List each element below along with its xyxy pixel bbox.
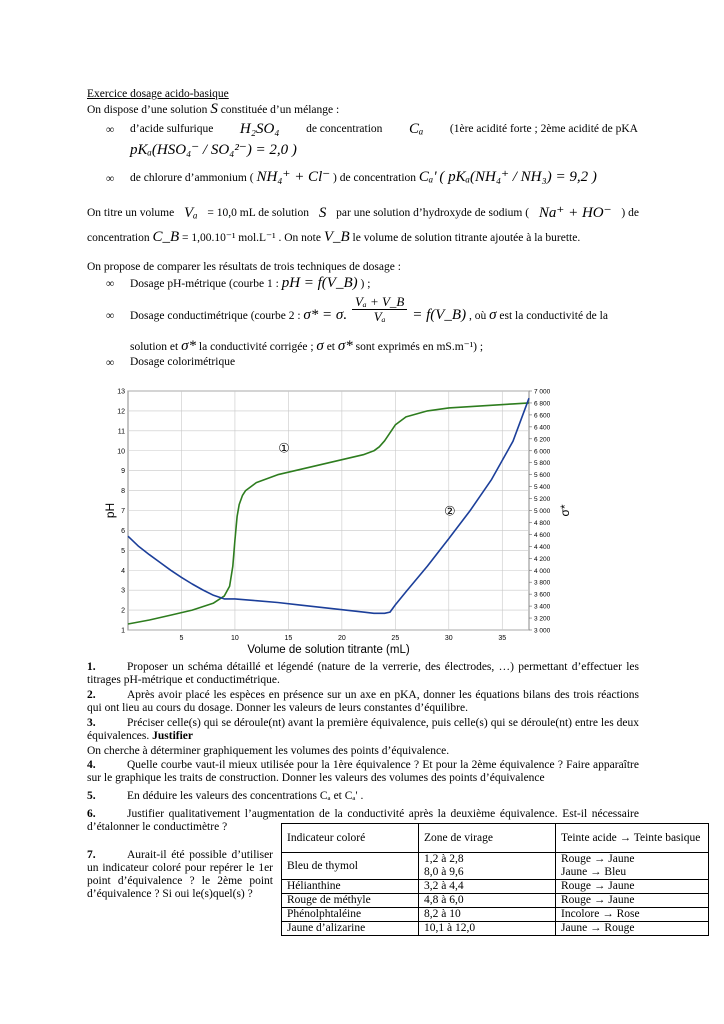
y2-tick-label: 5 200 <box>534 496 551 504</box>
indicator-zone: 10,1 à 12,0 <box>419 922 556 936</box>
table-row <box>282 908 709 922</box>
va-symbol: Vₐ <box>184 205 198 221</box>
cond-text-c: sont exprimés en mS.m⁻¹) ; <box>355 341 484 353</box>
question-text: Quelle courbe vaut-il mieux utilisée pour la 1ère équivalence ? Et pour la 2ème équivalence ? Faire apparaître sur le graphique les traits de construction. Donner les valeurs des volumes des points d’équivalence <box>87 759 639 784</box>
question-text: Préciser celle(s) qui se déroule(nt) avant la première équivalence, puis celle(s) qui se déroule(nt) entre les deux équivalences. <box>87 717 639 742</box>
sigma-star-symbol: σ* <box>181 338 197 354</box>
bullet-icon: ∞ <box>106 278 115 290</box>
question-text: Après avoir placé les espèces en présence sur un axe en pKA, donner les équations bilans des trois réactions qui ont lieu au cours du dosage. Donner les valeurs de leurs constantes d’équilibre. <box>87 689 639 714</box>
solution-symbol: S <box>210 101 218 117</box>
x-tick-label: 35 <box>498 635 507 642</box>
technique-ph-label: Dosage pH-métrique (courbe 1 : <box>130 278 279 290</box>
question-7 <box>87 849 273 901</box>
question-text: En déduire les valeurs des concentrations Cₐ et Cₐ' . <box>127 790 364 802</box>
ca-prime-symbol: Cₐ' <box>418 169 437 185</box>
sulfuric-label: d’acide sulfurique <box>130 123 214 135</box>
y-tick-label: 13 <box>117 388 125 396</box>
ions-formula: Na⁺ + HO⁻ <box>538 205 612 221</box>
question-number: 3. <box>87 717 96 729</box>
indicator-zone: 3,2 à 4,4 <box>419 880 556 894</box>
y2-tick-label: 4 400 <box>534 543 551 551</box>
titrage-text-5: concentration <box>87 232 150 244</box>
table-header: Indicateur coloré <box>282 824 419 853</box>
question-number: 4. <box>87 759 96 771</box>
concentration-label-2: ) de concentration <box>333 172 417 184</box>
table-header-row <box>282 824 709 853</box>
titration-chart <box>103 383 589 656</box>
technique-ph <box>130 276 370 291</box>
question-text: Aurait-il été possible d’utiliser un indicateur coloré pour repérer le 1er point d’équivalence ? le 2ème point d’équivalence ? Si oui le(s)quel(s) ? <box>87 849 273 900</box>
x-tick-label: 20 <box>337 635 346 642</box>
zone-value: 8,0 à 9,6 <box>424 866 464 878</box>
intro-text-2: constituée d’un mélange : <box>220 104 340 116</box>
table-row <box>282 922 709 936</box>
y2-tick-label: 6 000 <box>534 448 551 456</box>
x-tick-label: 5 <box>179 635 184 642</box>
y-tick-label: 11 <box>117 428 125 436</box>
teinte-value: Jaune → Bleu <box>561 866 627 878</box>
question-3 <box>87 717 639 743</box>
indicator-zone: 4,8 à 6,0 <box>419 894 556 908</box>
y2-axis-label: σ* <box>558 504 572 517</box>
sigma-symbol: σ <box>489 307 497 323</box>
curve-label-1: ① <box>278 440 290 456</box>
y2-tick-label: 4 000 <box>534 567 551 575</box>
titrage-text-3: par une solution d’hydroxyde de sodium ( <box>336 207 530 219</box>
question-number: 7. <box>87 849 96 861</box>
titrage-line-2 <box>87 230 580 245</box>
y2-tick-label: 6 800 <box>534 400 551 408</box>
indicator-zone: 8,2 à 10 <box>419 908 556 922</box>
bullet-icon: ∞ <box>106 357 115 369</box>
exercise-title: Exercice dosage acido-basique <box>87 88 229 100</box>
x-tick-label: 10 <box>231 635 239 642</box>
y-axis-label: pH <box>103 502 117 519</box>
table-header: Teinte acide → Teinte basique <box>556 824 709 853</box>
x-tick-label: 30 <box>444 635 453 642</box>
indicator-name: Hélianthine <box>282 880 419 894</box>
y-tick-label: 2 <box>121 607 125 615</box>
question-1 <box>87 661 639 687</box>
y-tick-label: 4 <box>121 567 125 575</box>
indicator-name: Bleu de thymol <box>282 853 419 880</box>
y2-tick-label: 5 400 <box>534 484 551 492</box>
pka-sulfate: pKₐ(HSO₄⁻ / SO₄²⁻) = 2,0 ) <box>130 142 297 158</box>
indicator-teinte: Rouge → Jaune <box>556 880 709 894</box>
y-tick-label: 1 <box>121 627 125 635</box>
ca-symbol: Cₐ <box>408 121 424 137</box>
indicator-teinte: Incolore → Rose <box>556 908 709 922</box>
sigma-formula-left: σ* = σ. <box>303 307 348 323</box>
question-number: 1. <box>87 661 96 673</box>
question-number: 5. <box>87 790 96 802</box>
solution-symbol-2: S <box>318 205 327 221</box>
question-number: 2. <box>87 689 96 701</box>
y2-tick-label: 3 200 <box>534 615 551 623</box>
table-row <box>282 894 709 908</box>
y2-tick-label: 4 200 <box>534 555 551 563</box>
y-tick-label: 10 <box>117 448 125 456</box>
y2-tick-label: 3 600 <box>534 591 551 599</box>
pka-ammonium: ( pKₐ(NH₄⁺ / NH₃) = 9,2 ) <box>439 169 597 185</box>
technique-cond-label: Dosage conductimétrique (courbe 2 : <box>130 310 301 322</box>
table-row <box>282 853 709 880</box>
zone-value: 1,2 à 2,8 <box>424 853 464 865</box>
curve-label-2: ② <box>444 503 456 519</box>
question-bold: Justifier <box>152 730 194 742</box>
concentration-label: de concentration <box>306 123 383 135</box>
fraction-denominator: Vₐ <box>373 308 386 324</box>
question-note <box>87 745 639 758</box>
y-tick-label: 3 <box>121 587 125 595</box>
ph-formula: pH = f(V_B) <box>281 275 358 291</box>
intro-line <box>87 102 339 117</box>
techniques-intro: On propose de comparer les résultats de trois techniques de dosage : <box>87 261 401 273</box>
x-tick-label: 15 <box>284 635 293 642</box>
question-text: Justifier qualitativement l’augmentation de la conductivité après la deuxième équivalence. Est-il nécessaire d’étalonner le conductimètre ? <box>87 808 639 833</box>
y-tick-label: 9 <box>121 468 125 476</box>
technique-colorimetric: Dosage colorimétrique <box>130 356 236 368</box>
y2-tick-label: 4 800 <box>534 519 551 527</box>
intro-text: On dispose d’une solution <box>87 104 208 116</box>
acidity-note: (1ère acidité forte ; 2ème acidité de pKA <box>449 123 638 135</box>
sigma-symbol-2: σ <box>316 338 324 354</box>
fraction <box>352 295 407 324</box>
y-tick-label: 12 <box>117 408 125 416</box>
sigma-star-symbol-2: σ* <box>337 338 353 354</box>
titrage-text: On titre un volume <box>87 207 175 219</box>
table-header: Zone de virage <box>419 824 556 853</box>
technique-conducti <box>130 293 638 324</box>
indicator-table <box>281 823 709 936</box>
question-text: On cherche à déterminer graphiquement les volumes des points d’équivalence. <box>87 745 450 757</box>
question-4 <box>87 759 639 785</box>
question-text: Proposer un schéma détaillé et légendé (nature de la verrerie, des électrodes, …) permettant d’effectuer les titrages pH-métrique et conductimétrique. <box>87 661 639 686</box>
technique-ph-end: ) ; <box>360 278 371 290</box>
bullet-ammonium <box>130 170 597 185</box>
teinte-value: Rouge → Jaune <box>561 853 635 865</box>
titrage-text-6: = 1,00.10⁻¹ mol.L⁻¹ . On note <box>182 232 321 244</box>
y2-tick-label: 3 000 <box>534 627 551 635</box>
titrage-line-1 <box>87 206 639 220</box>
y2-tick-label: 5 600 <box>534 472 551 480</box>
titrage-text-2: = 10,0 mL de solution <box>207 207 309 219</box>
bullet-icon: ∞ <box>106 173 115 185</box>
titrage-text-7: le volume de solution titrante ajoutée à la burette. <box>352 232 581 244</box>
indicator-name: Phénolphtaléine <box>282 908 419 922</box>
y-tick-label: 6 <box>121 527 125 535</box>
sigma-formula-right: = f(V_B) <box>412 307 467 323</box>
table-row <box>282 880 709 894</box>
y2-tick-label: 6 200 <box>534 436 551 444</box>
technique-cond-line-2 <box>130 339 483 354</box>
ammonium-formula: NH₄⁺ + Cl⁻ <box>256 169 331 185</box>
cond-text-a: solution et <box>130 341 179 353</box>
cond-text-et: et <box>326 341 336 353</box>
technique-cond-text: , où <box>468 310 487 322</box>
bullet-icon: ∞ <box>106 310 115 322</box>
question-number: 6. <box>87 808 96 820</box>
bullet-icon: ∞ <box>106 124 115 136</box>
cond-text-b: la conductivité corrigée ; <box>198 341 314 353</box>
bullet-sulfuric <box>130 122 638 136</box>
y2-tick-label: 3 400 <box>534 603 551 611</box>
y2-tick-label: 4 600 <box>534 531 551 539</box>
chart-svg <box>103 383 589 656</box>
indicator-teinte <box>556 853 709 880</box>
indicator-teinte: Jaune → Rouge <box>556 922 709 936</box>
indicator-name: Jaune d’alizarine <box>282 922 419 936</box>
indicator-teinte: Rouge → Jaune <box>556 894 709 908</box>
indicator-zone <box>419 853 556 880</box>
ammonium-label: de chlorure d’ammonium ( <box>130 172 254 184</box>
sulfuric-formula: H₂SO₄ <box>239 121 280 137</box>
fraction-numerator: Vₐ + V_B <box>352 295 407 310</box>
cb-symbol: C_B <box>152 229 180 245</box>
y2-tick-label: 5 000 <box>534 508 551 515</box>
vb-symbol: V_B <box>323 229 350 245</box>
y2-tick-label: 6 400 <box>534 424 551 432</box>
y2-tick-label: 7 000 <box>534 388 551 396</box>
y2-tick-label: 5 800 <box>534 460 551 468</box>
question-2 <box>87 689 639 715</box>
y2-tick-label: 6 600 <box>534 412 551 420</box>
question-5 <box>87 790 639 803</box>
technique-cond-text-2: est la conductivité de la <box>499 310 608 322</box>
y-tick-label: 7 <box>121 508 125 515</box>
y-tick-label: 5 <box>121 547 125 555</box>
x-tick-label: 25 <box>391 635 400 642</box>
indicator-name: Rouge de méthyle <box>282 894 419 908</box>
y-tick-label: 8 <box>121 488 125 496</box>
y2-tick-label: 3 800 <box>534 579 551 587</box>
titrage-text-4: ) de <box>621 207 639 219</box>
x-axis-label: Volume de solution titrante (mL) <box>247 644 410 656</box>
